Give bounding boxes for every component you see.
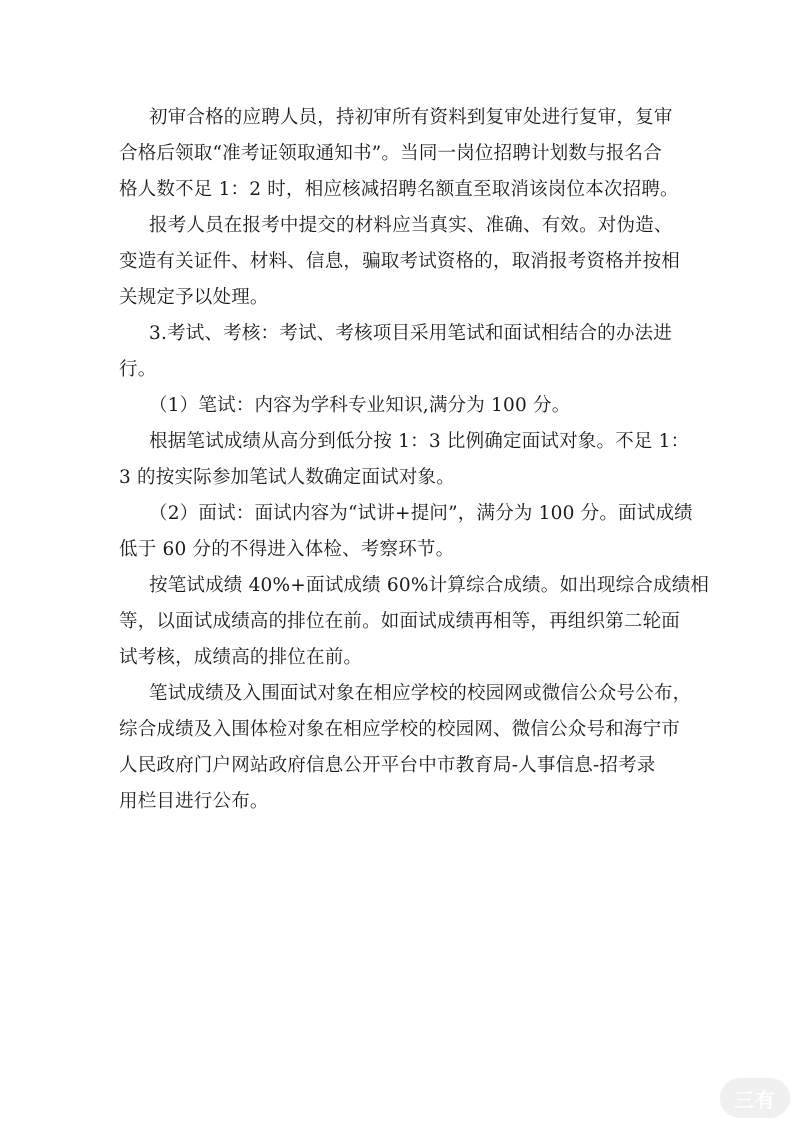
paragraph-line: 等，以面试成绩高的排位在前。如面试成绩再相等，再组织第二轮面	[119, 611, 681, 632]
watermark-logo	[720, 1078, 790, 1118]
paragraph-line: 综合成绩及入围体检对象在相应学校的校园网、微信公众号和海宁市	[119, 719, 681, 740]
paragraph-line: 3 的按实际参加笔试人数确定面试对象。	[119, 467, 455, 488]
paragraph-line: 人民政府门户网站政府信息公开平台中市教育局-人事信息-招考录	[119, 755, 656, 776]
watermark-label: 三有	[734, 1087, 776, 1112]
paragraph-line: 3.考试、考核：考试、考核项目采用笔试和面试相结合的办法进	[149, 323, 672, 344]
paragraph-line: 关规定予以处理。	[119, 287, 269, 308]
paragraph-line: 用栏目进行公布。	[119, 791, 269, 812]
document-body	[119, 100, 710, 820]
paragraph-line: 行。	[119, 359, 157, 380]
paragraph-line: 笔试成绩及入围面试对象在相应学校的校园网或微信公众号公布，	[149, 683, 692, 704]
paragraph-line: 初审合格的应聘人员，持初审所有资料到复审处进行复审，复审	[149, 107, 673, 128]
paragraph-line: 报考人员在报考中提交的材料应当真实、准确、有效。对伪造、	[149, 215, 673, 236]
paragraph-line: 格人数不足 1：2 时，相应核减招聘名额直至取消该岗位本次招聘。	[119, 179, 679, 200]
paragraph-line: 按笔试成绩 40%+面试成绩 60%计算综合成绩。如出现综合成绩相	[149, 575, 710, 596]
paragraph-line: 试考核，成绩高的排位在前。	[119, 647, 363, 668]
paragraph-line: 根据笔试成绩从高分到低分按 1：3 比例确定面试对象。不足 1：	[149, 431, 690, 452]
paragraph-line: （2）面试：面试内容为“试讲+提问”，满分为 100 分。面试成绩	[149, 503, 693, 524]
paragraph-line: （1）笔试：内容为学科专业知识,满分为 100 分。	[149, 395, 571, 416]
paragraph-line: 合格后领取“准考证领取通知书”。当同一岗位招聘计划数与报名合	[119, 143, 662, 164]
paragraph-line: 变造有关证件、材料、信息，骗取考试资格的，取消报考资格并按相	[119, 251, 681, 272]
paragraph-line: 低于 60 分的不得进入体检、考察环节。	[119, 539, 455, 560]
